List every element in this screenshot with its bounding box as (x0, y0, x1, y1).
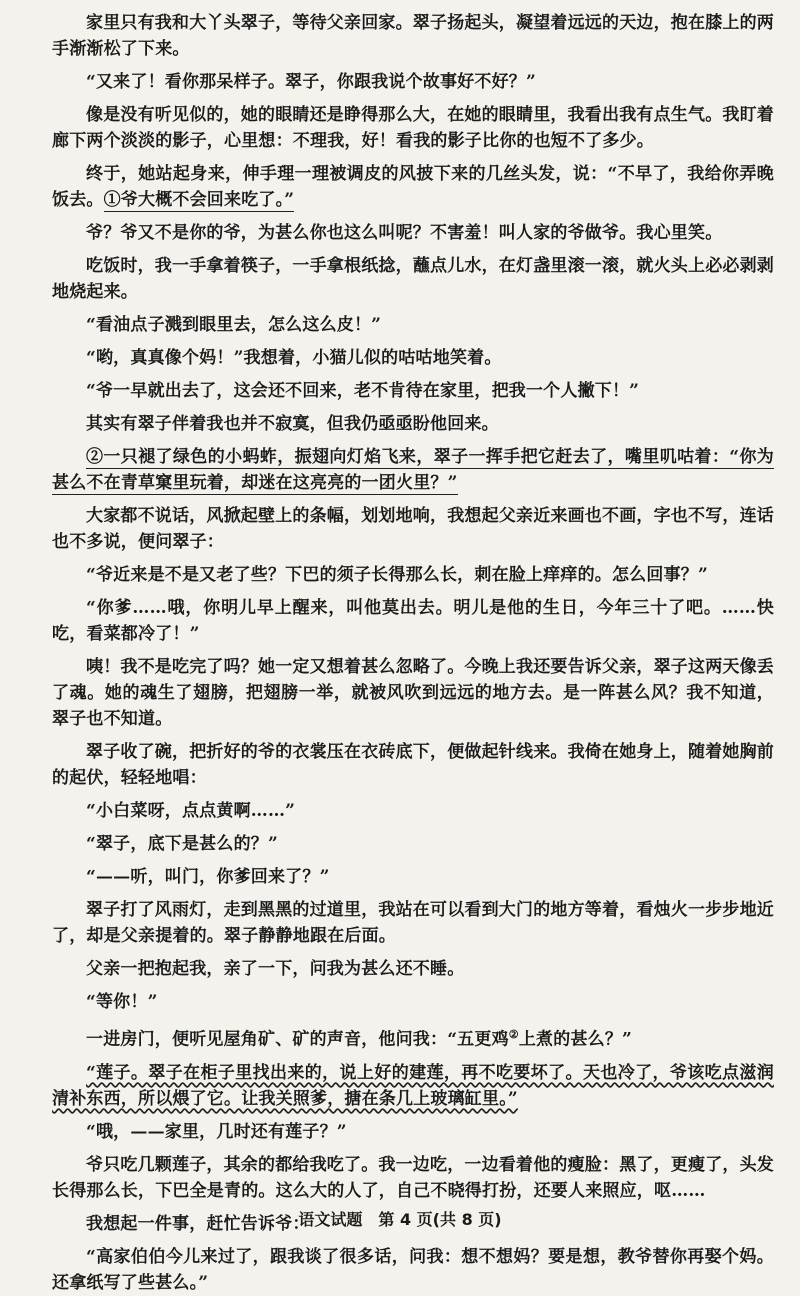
paragraph: 像是没有听见似的，她的眼睛还是睁得那么大，在她的眼睛里，我看出我有点生气。我盯着廊下两个淡淡的影子，心里想：不理我，好！看我的影子比你的也短不了多少。 (52, 105, 774, 151)
paragraph (52, 1060, 774, 1112)
paragraph: 其实有翠子伴着我也并不寂寞，但我仍亟亟盼他回来。 (86, 414, 499, 434)
paragraph: “翠子，底下是甚么的？” (86, 834, 278, 854)
wavy-underlined-passage: “莲子。翠子在柜子里找出来的，说上好的建莲，再不吃要坏了。天也冷了，爷该吃点滋润清补东西，所以煨了它。让我关照爹，搪在条几上玻璃缸里。” (52, 1062, 774, 1109)
paragraph-text: 终于，她站起身来，伸手理一理被调皮的风披下来的几丝头发，说：“不早了，我给你弄晚饭去。 (52, 164, 774, 210)
paragraph: “等你！” (86, 992, 158, 1012)
underlined-sentence-2: ②一只褪了绿色的小蚂蚱，振翅向灯焰飞来，翠子一挥手把它赶去了，嘴里叽咕着：“你为甚么不在青草窠里玩着，却迷在这亮亮的一团火里？” (52, 447, 774, 493)
paragraph-text: 一进房门，便听见屋角矿、矿的声音，他问我：“五更鸡 (86, 1029, 509, 1050)
paragraph: “高家伯伯今儿来过了，跟我谈了很多话，问我：想不想妈？要是想，教爷替你再娶个妈。还拿纸写了些甚么。” (52, 1246, 774, 1293)
paragraph: 吃饭时，我一手拿着筷子，一手拿根纸捻，蘸点儿水，在灯盏里滚一滚，就火头上必必剥剥地烧起来。 (52, 256, 774, 302)
paragraph (52, 444, 774, 496)
paragraph: 父亲一把抱起我，亲了一下，问我为甚么还不睡。 (86, 959, 465, 979)
paragraph: “看油点子溅到眼里去，怎么这么皮！” (86, 315, 382, 335)
paragraph: “你爹……哦，你明儿早上醒来，叫他莫出去。明儿是他的生日，今年三十了吧。……快吃，看菜都冷了！” (52, 598, 774, 644)
paragraph: 爷？爷又不是你的爷，为甚么你也这么叫呢？不害羞！叫人家的爷做爷。我心里笑。 (86, 223, 723, 243)
paragraph (52, 1022, 774, 1053)
paragraph: 家里只有我和大丫头翠子，等待父亲回家。翠子扬起头，凝望着远远的天边，抱在膝上的两手渐渐松了下来。 (52, 13, 774, 59)
underlined-sentence-1: ①爷大概不会回来吃了。” (103, 190, 295, 210)
paragraph: 咦！我不是吃完了吗？她一定又想着甚么忽略了。今晚上我还要告诉父亲，翠子这两天像丢了魂。她的魂生了翅膀，把翅膀一举，就被风吹到远远的地方去。是一阵甚么风？我不知道，翠子也不知道。 (52, 657, 774, 729)
paragraph: 翠子打了风雨灯，走到黑黑的过道里，我站在可以看到大门的地方等着，看烛火一步步地近了，却是父亲提着的。翠子静静地跟在后面。 (52, 900, 774, 946)
paragraph-text: 上煮的甚么？” (518, 1029, 633, 1050)
paragraph: “又来了！看你那呆样子。翠子，你跟我说个故事好不好？” (86, 72, 536, 92)
paragraph: 我想起一件事，赶忙告诉爷： (86, 1213, 310, 1234)
paragraph: 翠子收了碗，把折好的爷的衣裳压在衣砖底下，便做起针线来。我倚在她身上，随着她胸前的起伏，轻轻地唱： (52, 742, 774, 788)
paragraph: 爷只吃几颗莲子，其余的都给我吃了。我一边吃，一边看着他的瘦脸：黑了，更瘦了，头发长得那么长，下巴全是青的。这么大的人了，自己不晓得打扮，还要人来照应，呕…… (52, 1154, 774, 1201)
footnote-mark: ② (508, 1028, 519, 1041)
paragraph: 大家都不说话，风掀起壁上的条幅，划划地响，我想起父亲近来画也不画，字也不写，连话也不多说，便问翠子： (52, 506, 774, 552)
paragraph: “——听，叫门，你爹回来了？” (86, 867, 330, 887)
paragraph: “哦，——家里，几时还有莲子？” (86, 1121, 347, 1142)
page-footer: 语文试题 第 4 页(共 8 页) (298, 1210, 502, 1229)
paragraph: “爷一早就出去了，这会还不回来，老不肯待在家里，把我一个人撇下！” (86, 381, 640, 401)
paragraph: “爷近来是不是又老了些？下巴的须子长得那么长，刺在脸上痒痒的。怎么回事？” (86, 565, 708, 585)
paragraph (52, 161, 774, 213)
paragraph: “小白菜呀，点点黄啊……” (86, 801, 296, 821)
paragraph: “哟，真真像个妈！”我想着，小猫儿似的咕咕地笑着。 (86, 348, 502, 368)
